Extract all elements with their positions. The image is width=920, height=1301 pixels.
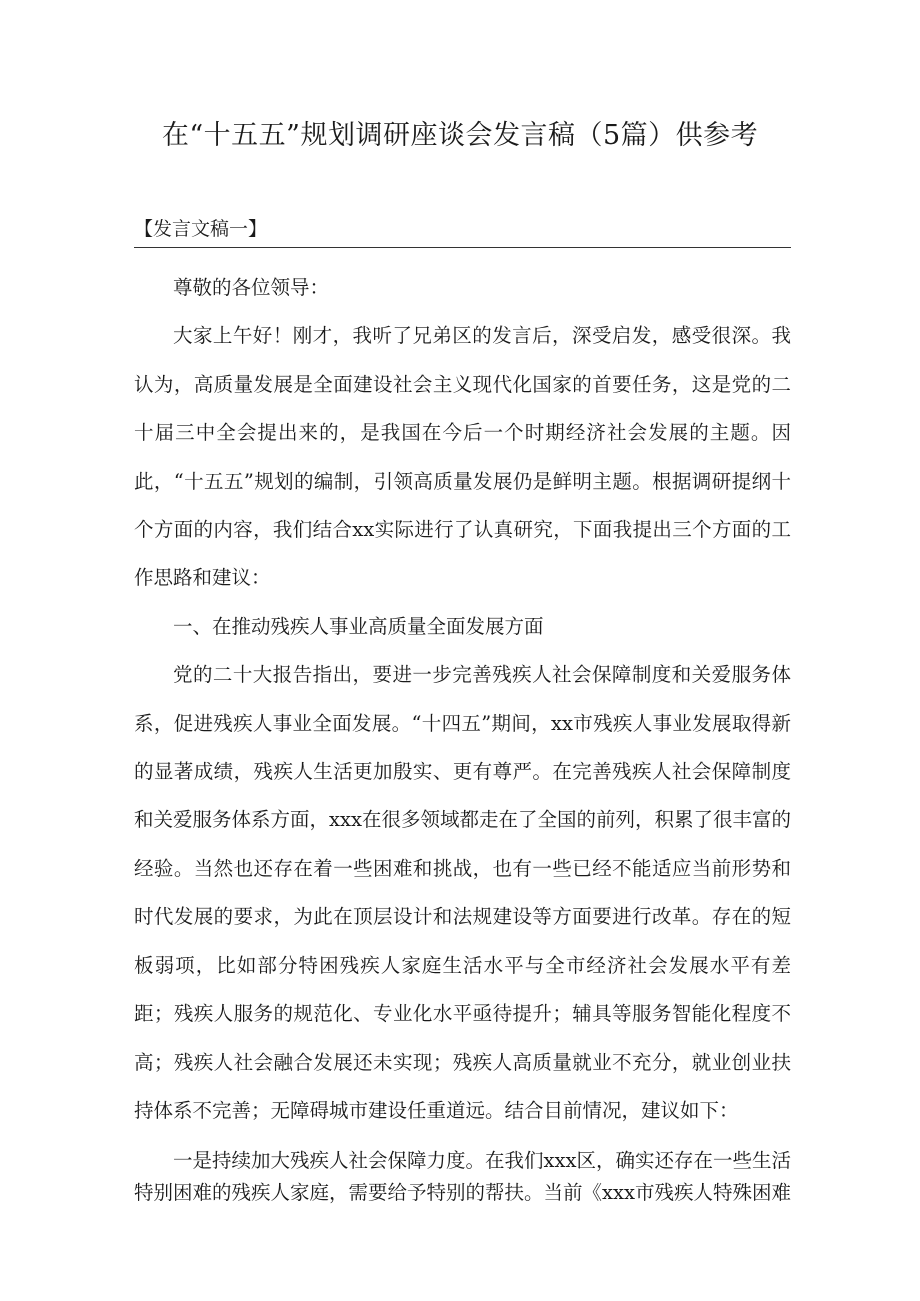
- opening-paragraph: 大家上午好！刚才，我听了兄弟区的发言后，深受启发，感受很深。我认为，高质量发展是全面建设社会主义现代化国家的首要任务，这是党的二十届三中全会提出来的，是我国在今后一个时期经济社会发展的主题。因此，“十五五”规划的编制，引领高质量发展仍是鲜明主题。根据调研提纲十个方面的内容，我们结合xx实际进行了认真研究，下面我提出三个方面的工作思路和建议：: [134, 324, 791, 590]
- body-paragraph: 党的二十大报告指出，要进一步完善残疾人社会保障制度和关爱服务体系，促进残疾人事业全面发展。“十四五”期间，xx市残疾人事业发展取得新的显著成绩，残疾人生活更加殷实、更有尊严。在完善残疾人社会保障制度和关爱服务体系方面，xxx在很多领域都走在了全国的前列，积累了很丰富的经验。当然也还存在着一些困难和挑战，也有一些已经不能适应当前形势和时代发展的要求，为此在顶层设计和法规建设等方面要进行改革。存在的短板弱项，比如部分特困残疾人家庭生活水平与全市经济社会发展水平有差距；残疾人服务的规范化、专业化水平亟待提升；辅具等服务智能化程度不高；残疾人社会融合发展还未实现；残疾人高质量就业不充分，就业创业扶持体系不完善；无障碍城市建设任重道远。结合目前情况，建议如下：: [134, 663, 791, 1122]
- section-label: 【发言文稿一】: [134, 218, 268, 240]
- section-heading-paragraph: 一、在推动残疾人事业高质量全面发展方面: [173, 614, 544, 638]
- section-divider: [134, 247, 791, 248]
- document-title: 在“十五五”规划调研座谈会发言稿（5篇）供参考: [161, 120, 759, 151]
- document-body: [134, 264, 791, 1209]
- body-paragraph: 一是持续加大残疾人社会保障力度。在我们xxx区，确实还存在一些生活特别困难的残疾人家庭，需要给予特别的帮扶。当前《xxx市残疾人特殊困难: [134, 1149, 791, 1205]
- salutation-paragraph: 尊敬的各位领导：: [173, 276, 330, 299]
